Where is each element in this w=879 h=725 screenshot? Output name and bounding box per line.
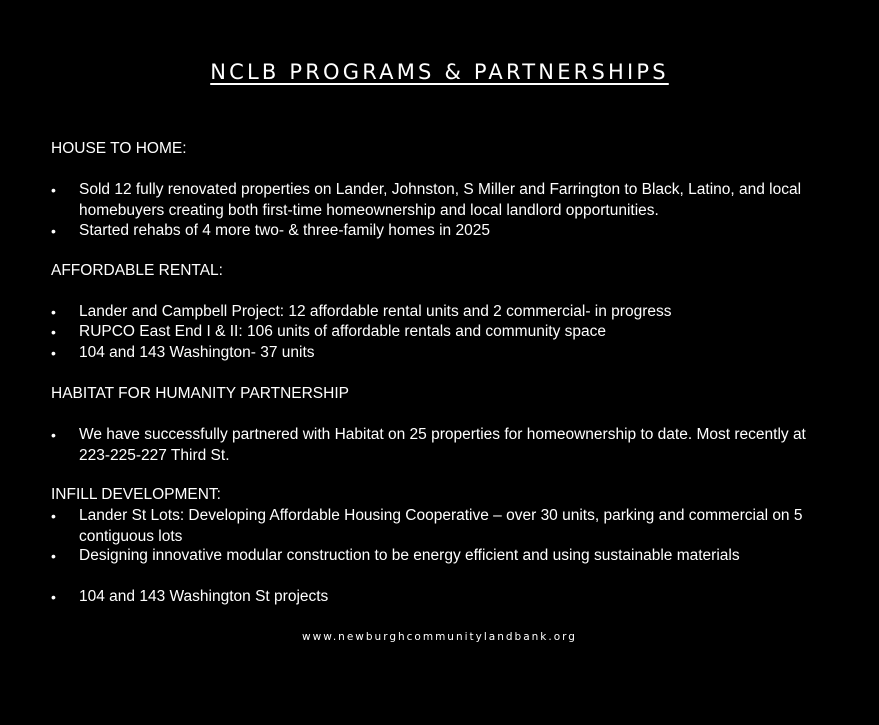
bullet-icon: • [51,182,56,198]
bullet-item [51,221,811,242]
bullet-text: RUPCO East End I & II: 106 units of affordable rentals and community space [79,323,606,340]
section-heading-house-to-home: HOUSE TO HOME: [51,140,187,157]
bullet-icon: • [51,345,56,361]
bullet-icon: • [51,548,56,564]
bullet-item [51,180,811,221]
bullet-text: Designing innovative modular construction to be energy efficient and using sustainable materials [79,547,740,564]
section-heading-affordable-rental: AFFORDABLE RENTAL: [51,262,223,279]
bullet-text: 104 and 143 Washington St projects [79,588,329,605]
bullet-icon: • [51,304,56,320]
bullet-item [51,425,811,466]
bullet-text: 104 and 143 Washington- 37 units [79,344,315,361]
bullet-icon: • [51,324,56,340]
bullet-text: We have successfully partnered with Habitat on 25 properties for homeownership to date. Most recently at 223-225-227 Third St. [79,426,806,464]
bullet-item [51,302,811,323]
bullet-icon: • [51,427,56,443]
slide-title: NCLB PROGRAMS & PARTNERSHIPS [210,60,669,84]
bullet-item [51,506,811,547]
bullet-icon: • [51,589,56,605]
bullet-item [51,322,811,343]
bullet-icon: • [51,223,56,239]
bullet-item [51,546,811,567]
section-heading-habitat: HABITAT FOR HUMANITY PARTNERSHIP [51,385,349,402]
bullet-text: Sold 12 fully renovated properties on Lander, Johnston, S Miller and Farrington to Black, Latino, and local homebuyers creating both first-time homeownership and local landlord opportunities. [79,181,802,219]
footer-website-url: www.newburghcommunitylandbank.org [302,631,577,643]
bullet-text: Started rehabs of 4 more two- & three-family homes in 2025 [79,222,490,239]
bullet-text: Lander St Lots: Developing Affordable Housing Cooperative – over 30 units, parking and commercial on 5 contiguous lots [79,507,803,545]
section-heading-infill-development: INFILL DEVELOPMENT: [51,486,221,503]
bullet-item [51,343,811,364]
bullet-text: Lander and Campbell Project: 12 affordable rental units and 2 commercial- in progress [79,303,672,320]
bullet-item [51,587,811,608]
bullet-icon: • [51,508,56,524]
